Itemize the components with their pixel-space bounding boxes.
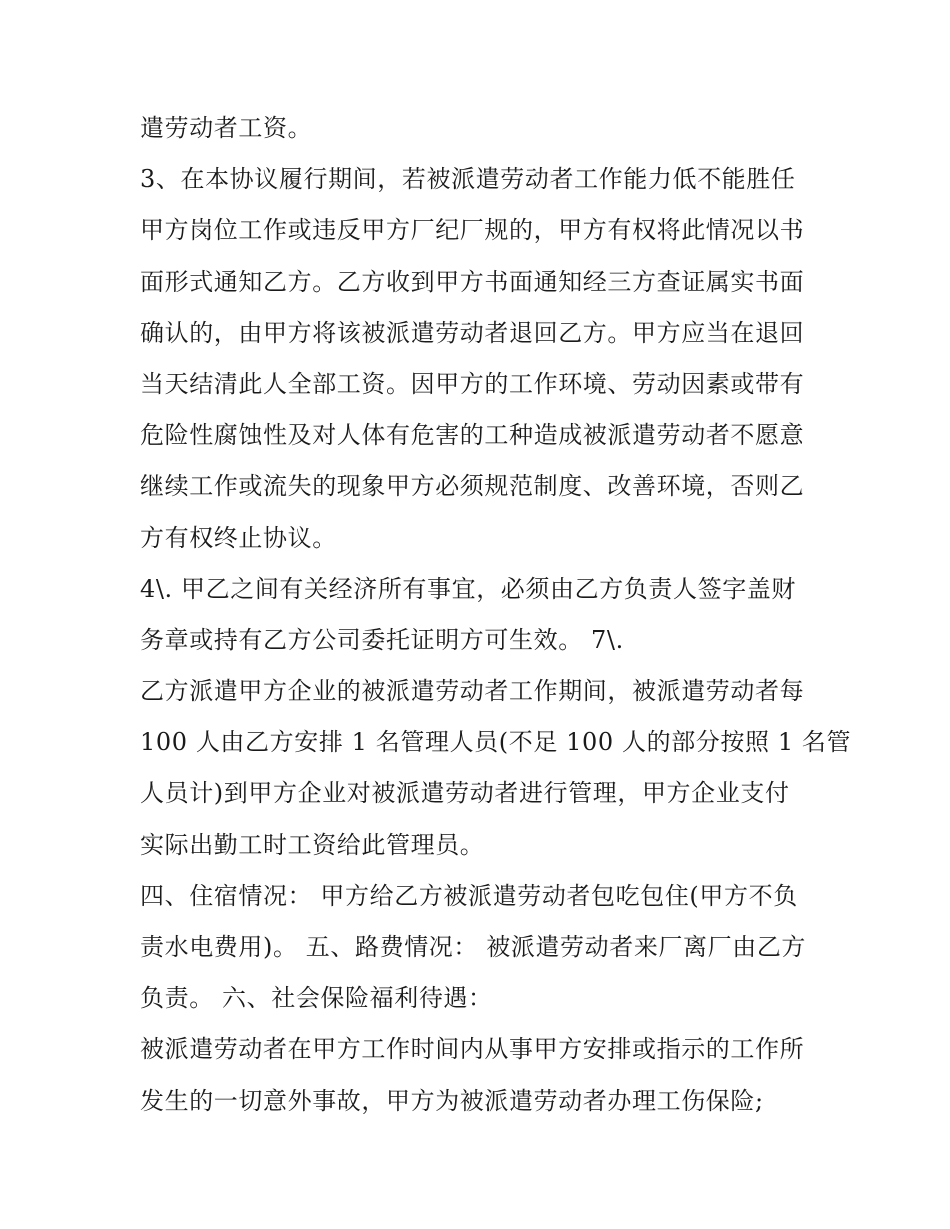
text-line: 方有权终止协议。 bbox=[140, 523, 337, 552]
text-line: 人员计)到甲方企业对被派遣劳动者进行管理，甲方企业支付 bbox=[140, 779, 790, 808]
text-line: 遣劳动者工资。 bbox=[140, 114, 313, 142]
text-line: 实际出勤工时工资给此管理员。 bbox=[140, 830, 485, 859]
text-line: 确认的，由甲方将该被派遣劳动者退回乙方。甲方应当在退回 bbox=[140, 318, 805, 347]
document-body bbox=[140, 103, 852, 1127]
text-line: 100 人由乙方安排 1 名管理人员(不足 100 人的部分按照 1 名管 bbox=[140, 728, 852, 757]
text-line: 3、在本协议履行期间，若被派遣劳动者工作能力低不能胜任 bbox=[140, 165, 796, 194]
text-line: 当天结清此人全部工资。因甲方的工作环境、劳动因素或带有 bbox=[140, 369, 805, 398]
text-line: 发生的一切意外事故，甲方为被派遣劳动者办理工伤保险; bbox=[140, 1086, 764, 1115]
text-line: 四、住宿情况： 甲方给乙方被派遣劳动者包吃包住(甲方不负 bbox=[140, 881, 798, 910]
text-line: 乙方派遣甲方企业的被派遣劳动者工作期间，被派遣劳动者每 bbox=[140, 677, 805, 706]
text-line: 责水电费用)。 五、路费情况： 被派遣劳动者来厂离厂由乙方 bbox=[140, 933, 807, 961]
text-line: 被派遣劳动者在甲方工作时间内从事甲方安排或指示的工作所 bbox=[140, 1035, 805, 1064]
text-line: 面形式通知乙方。乙方收到甲方书面通知经三方查证属实书面 bbox=[140, 267, 805, 296]
text-line: 甲方岗位工作或违反甲方厂纪厂规的，甲方有权将此情况以书 bbox=[140, 216, 805, 245]
text-line: 危险性腐蚀性及对人体有危害的工种造成被派遣劳动者不愿意 bbox=[140, 421, 805, 450]
text-line: 4\. 甲乙之间有关经济所有事宜，必须由乙方负责人签字盖财 bbox=[140, 574, 797, 603]
text-line: 继续工作或流失的现象甲方必须规范制度、改善环境，否则乙 bbox=[140, 472, 805, 501]
text-line: 负责。 六、社会保险福利待遇： bbox=[140, 984, 493, 1013]
text-line: 务章或持有乙方公司委托证明方可生效。 7\. bbox=[140, 625, 624, 654]
